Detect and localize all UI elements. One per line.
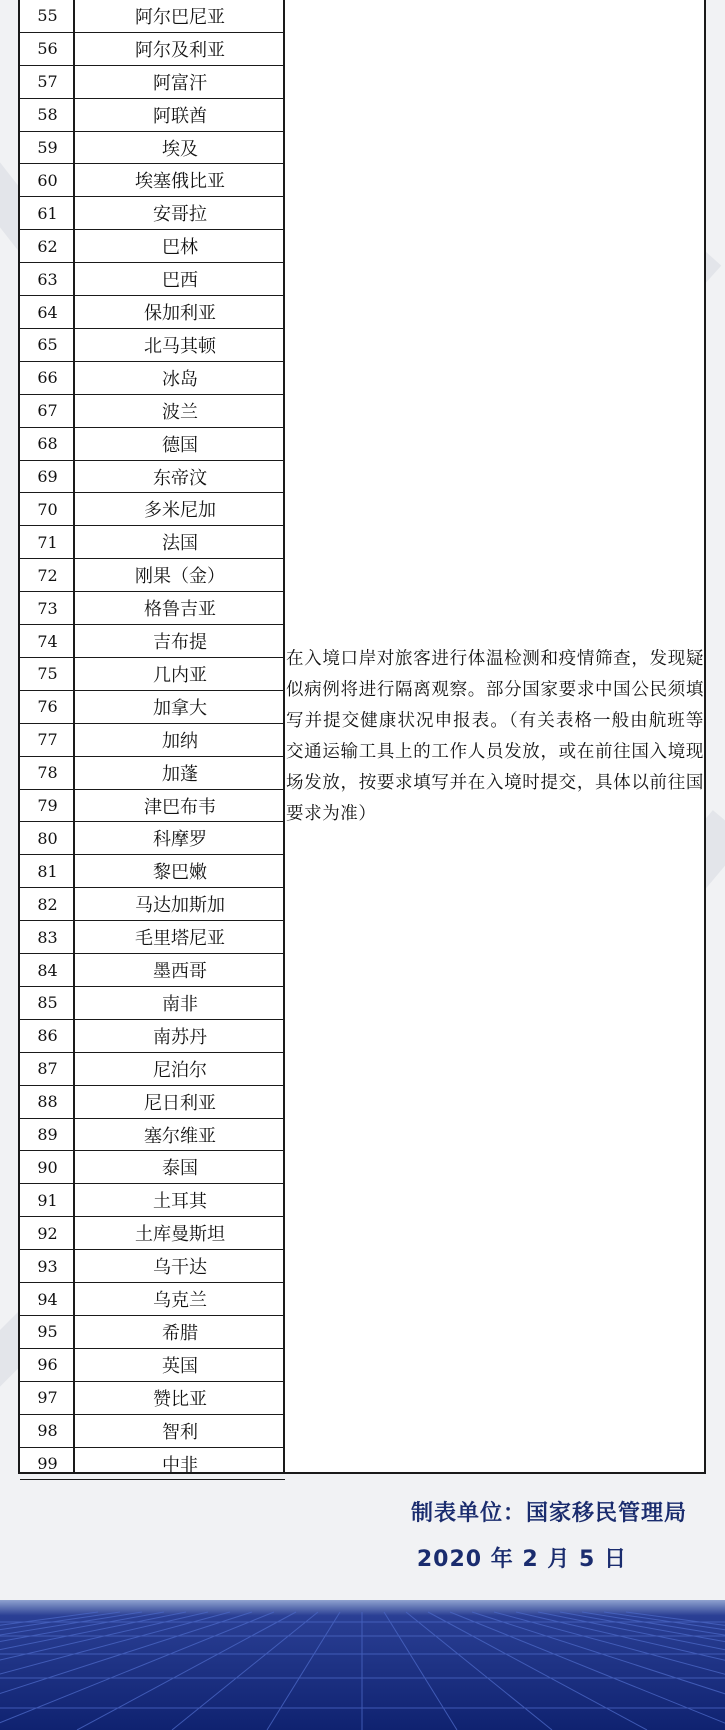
row-number: 62 [37,236,58,256]
country-name: 泰国 [162,1158,198,1180]
row-number: 59 [37,138,58,158]
perspective-grid [0,1600,725,1730]
table-row [20,592,285,625]
row-number: 58 [37,105,58,125]
table-row [20,197,285,230]
row-number: 56 [37,39,58,59]
row-number: 89 [37,1125,58,1145]
country-name: 英国 [162,1355,198,1377]
table-row [20,0,285,33]
country-name: 加拿大 [153,697,207,719]
country-name: 法国 [162,533,198,555]
country-name: 马达加斯加 [135,895,225,917]
table-row [20,921,285,954]
country-name: 巴西 [162,270,198,292]
table-row [20,625,285,658]
country-name: 北马其顿 [144,335,216,357]
row-number: 82 [37,894,58,914]
country-name: 津巴布韦 [144,796,216,818]
country-name: 安哥拉 [153,204,207,226]
country-name: 冰岛 [162,368,198,390]
table-row [20,329,285,362]
row-number: 67 [37,401,58,421]
row-number: 99 [37,1454,58,1474]
country-name: 智利 [162,1421,198,1443]
issuing-unit: 制表单位：国家移民管理局 [410,1501,687,1526]
row-number: 93 [37,1256,58,1276]
table-row [20,790,285,823]
country-name: 阿联酋 [153,105,207,127]
country-name: 刚果（金） [135,566,225,588]
row-number: 74 [37,631,58,651]
table-row [20,1349,285,1382]
table-row [20,855,285,888]
row-number: 78 [37,763,58,783]
table-row [20,559,285,592]
country-name: 埃塞俄比亚 [135,171,225,193]
country-name: 阿尔巴尼亚 [135,6,225,28]
table-row [20,691,285,724]
country-name: 土耳其 [153,1191,207,1213]
row-number: 63 [37,269,58,289]
row-number: 87 [37,1059,58,1079]
table-row [20,263,285,296]
country-name: 黎巴嫩 [153,862,207,884]
country-table [18,0,706,1474]
row-number: 90 [37,1157,58,1177]
entry-remark: 在入境口岸对旅客进行体温检测和疫情筛查，发现疑似病例将进行隔离观察。部分国家要求中国公民须填写并提交健康状况申报表。（有关表格一般由航班等交通运输工具上的工作人员发放，或在前往国入境现场发放，按要求填写并在入境时提交，具体以前往国要求为准） [286,649,704,824]
table-row [20,395,285,428]
table-row [20,757,285,790]
row-number: 57 [37,72,58,92]
row-number: 98 [37,1421,58,1441]
table-row [20,724,285,757]
country-name: 几内亚 [153,664,207,686]
country-name: 巴林 [162,237,198,259]
country-name: 加蓬 [162,763,198,785]
table-row [20,494,285,527]
row-number: 76 [37,697,58,717]
row-number: 55 [37,6,58,26]
table-row [20,1415,285,1448]
row-number: 84 [37,960,58,980]
row-number: 86 [37,1026,58,1046]
row-number: 95 [37,1322,58,1342]
country-name: 加纳 [162,730,198,752]
country-name: 希腊 [162,1322,198,1344]
table-row [20,1086,285,1119]
issue-date: 2020 年 2 月 5 日 [416,1547,627,1572]
row-number: 61 [37,203,58,223]
table-row [20,1152,285,1185]
row-number: 64 [37,302,58,322]
table-row [20,132,285,165]
row-number: 75 [37,664,58,684]
table-row [20,99,285,132]
country-name: 吉布提 [153,632,207,654]
row-number: 92 [37,1223,58,1243]
table-row [20,526,285,559]
row-number: 68 [37,434,58,454]
row-number: 77 [37,730,58,750]
country-name: 尼日利亚 [144,1092,216,1114]
row-number: 79 [37,796,58,816]
table-row [20,296,285,329]
table-row [20,461,285,494]
country-name: 东帝汶 [153,467,207,489]
table-row [20,230,285,263]
table-row [20,987,285,1020]
table-row [20,1283,285,1316]
country-name: 土库曼斯坦 [135,1224,225,1246]
table-row [20,1020,285,1053]
row-number: 70 [37,499,58,519]
table-row [20,428,285,461]
table-row [20,66,285,99]
decorative-bottom-band [0,1600,725,1730]
table-row [20,1184,285,1217]
country-name: 毛里塔尼亚 [135,928,225,950]
country-name: 保加利亚 [144,303,216,325]
table-row [20,1448,285,1481]
table-row [20,165,285,198]
table-row [20,888,285,921]
table-row [20,1053,285,1086]
row-number: 85 [37,993,58,1013]
table-row [20,1316,285,1349]
row-number: 80 [37,828,58,848]
row-number: 72 [37,565,58,585]
table-row [20,954,285,987]
row-number: 71 [37,532,58,552]
table-row [20,1250,285,1283]
table-row [20,33,285,66]
country-name: 塞尔维亚 [144,1125,216,1147]
country-name: 赞比亚 [153,1388,207,1410]
country-name: 格鲁吉亚 [144,599,216,621]
row-number: 60 [37,170,58,190]
row-number: 69 [37,467,58,487]
row-number: 88 [37,1092,58,1112]
table-row [20,1119,285,1152]
table-row [20,658,285,691]
country-name: 德国 [162,434,198,456]
country-name: 科摩罗 [153,829,207,851]
country-name: 乌干达 [153,1257,207,1279]
country-name: 波兰 [162,401,198,423]
table-row [20,823,285,856]
country-name: 埃及 [162,138,198,160]
country-name: 南苏丹 [153,1026,207,1048]
country-name: 尼泊尔 [153,1059,207,1081]
country-name: 多米尼加 [144,500,216,522]
row-number: 96 [37,1355,58,1375]
country-name: 阿尔及利亚 [135,39,225,61]
country-name: 阿富汗 [153,72,207,94]
country-name: 乌克兰 [153,1290,207,1312]
country-name: 中非 [162,1454,198,1476]
country-name: 墨西哥 [153,961,207,983]
row-number: 97 [37,1388,58,1408]
row-number: 65 [37,335,58,355]
table-row [20,1217,285,1250]
row-number: 66 [37,368,58,388]
row-number: 83 [37,927,58,947]
row-number: 81 [37,861,58,881]
row-number: 94 [37,1289,58,1309]
row-number: 73 [37,598,58,618]
country-name: 南非 [162,993,198,1015]
table-row [20,362,285,395]
table-row [20,1382,285,1415]
row-number: 91 [37,1190,58,1210]
